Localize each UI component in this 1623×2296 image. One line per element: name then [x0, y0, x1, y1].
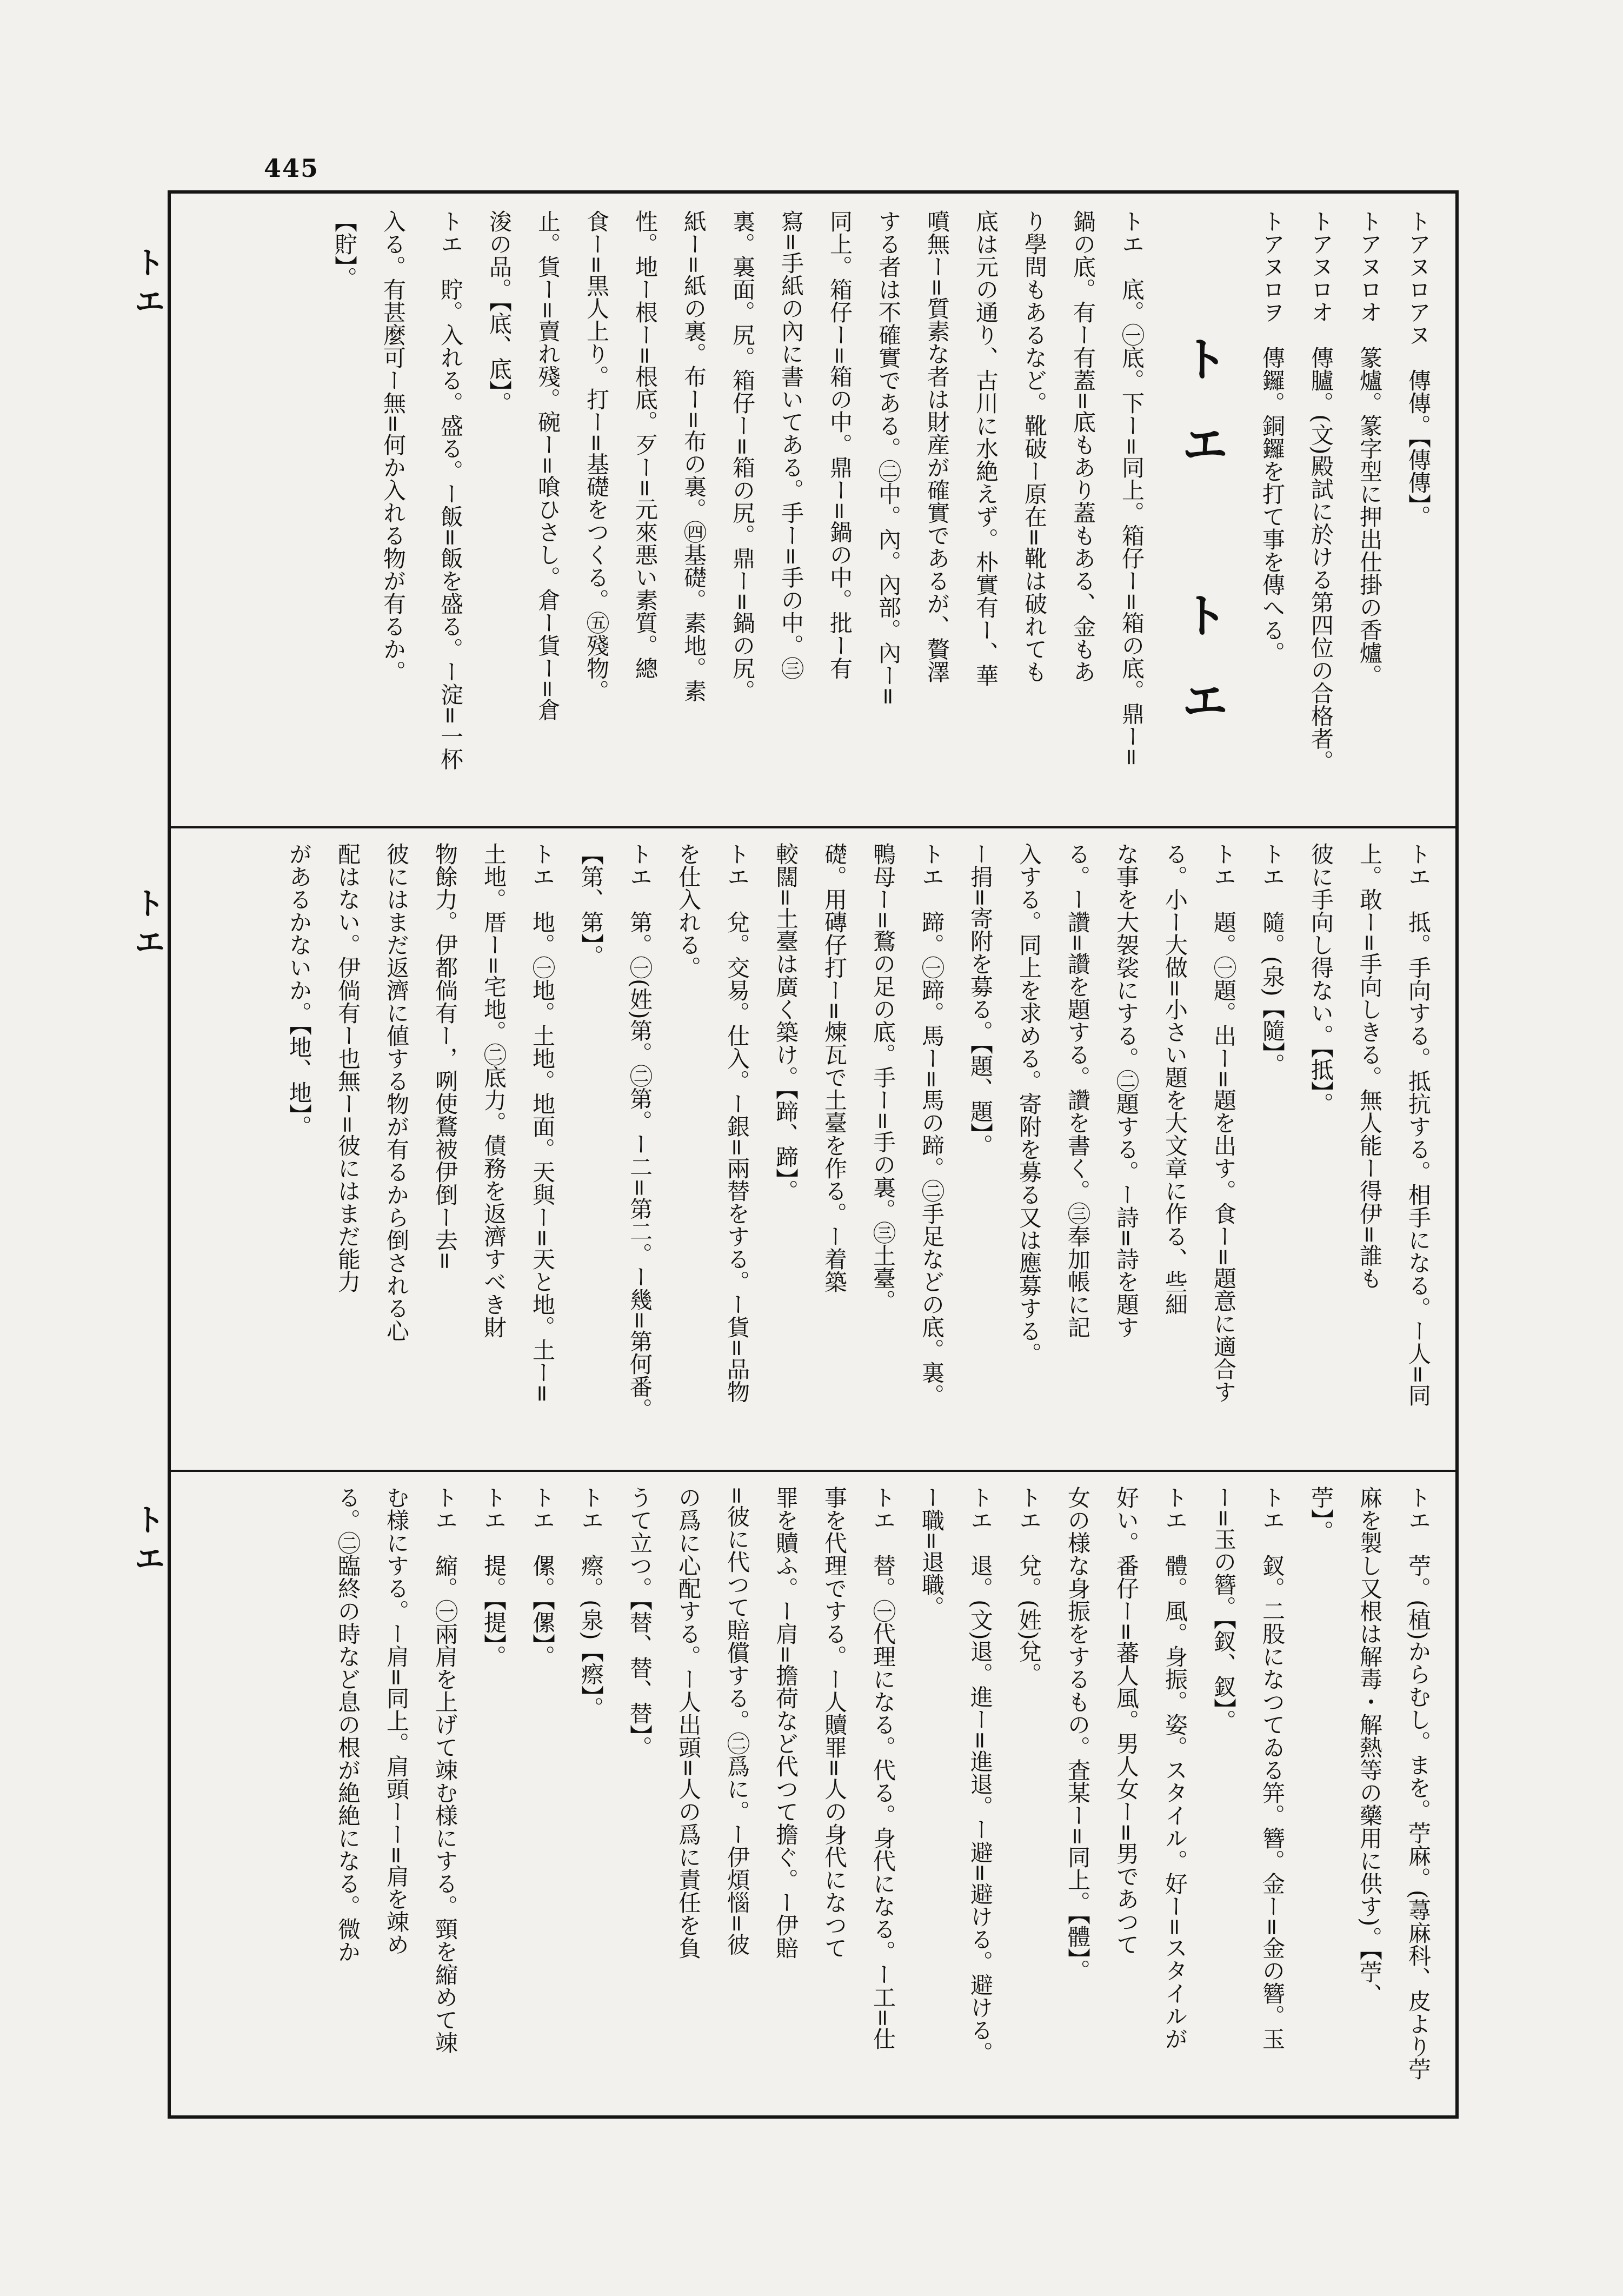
dictionary-line: を仕入れる。: [675, 842, 702, 979]
dictionary-line: トエ 兌。交易。仕入。ー銀=兩替をする。ー貨=品物: [724, 842, 750, 1403]
dictionary-line: 女の様な身振をするもの。査某ー=同上。【體】。: [1065, 1486, 1091, 1982]
margin-head-top: トエ: [129, 246, 165, 324]
dictionary-line: 罪を贖ふ。ー肩=擔荷など代つて擔ぐ。ー伊賠: [773, 1486, 799, 1960]
dictionary-line: トエ 瘵。(泉)【瘵】。: [578, 1486, 604, 1720]
dictionary-line: トエ 釵。二股になつてゐる笄。簪。金ー=金の簪。玉: [1259, 1486, 1286, 2051]
section-title: トエ トエ: [1174, 334, 1230, 761]
dictionary-line: の爲に心配する。ー人出頭=人の爲に責任を負: [675, 1486, 702, 1960]
tier-middle: [189, 842, 1437, 1454]
dictionary-line: り學問もあるなど。靴破ー原在=靴は破れても: [1021, 210, 1048, 684]
dictionary-line: る。ー讚=讚を題する。讚を書く。㊂奉加帳に記: [1065, 842, 1091, 1339]
dictionary-line: トエ 抵。手向する。抵抗する。相手になる。ー人=同: [1405, 842, 1432, 1407]
dictionary-page-frame: [168, 190, 1459, 2119]
dictionary-line: 噴無ー=質素な者は財産が確實であるが、贅澤: [924, 210, 950, 684]
dictionary-line: 鍋の底。有ー有蓋=底もあり蓋もある、金もあ: [1070, 210, 1096, 684]
dictionary-line: トエ 隨。(泉)【隨】。: [1259, 842, 1286, 1076]
dictionary-line: 同上。箱仔ー=箱の中。鼎ー=鍋の中。批ー有: [827, 210, 853, 680]
dictionary-line: トエ 苧。(植)からむし。まを。苧麻。(蕁麻科、皮より苧: [1405, 1486, 1432, 2081]
dictionary-line: トアヌロオ 傳臚。(文)殿試に於ける第四位の合格者。: [1308, 210, 1334, 773]
dictionary-line: 底は元の通り、古川に水絶えず。朴實有ー、華: [973, 210, 999, 687]
dictionary-line: トエ 退。(文)退。進ー=進退。ー避=避ける。避ける。: [967, 1486, 994, 2065]
dictionary-line: があるかないか。【地、地】。: [286, 842, 312, 1138]
dictionary-line: トアヌロヲ 傳鑼。銅鑼を打て事を傳へる。: [1259, 210, 1286, 664]
dictionary-line: 配はない。伊倘有ー也無ー=彼にはまだ能力: [335, 842, 361, 1293]
dictionary-line: 紙ー=紙の裏。布ー=布の裏。㊃基礎。素地。素: [681, 210, 707, 702]
dictionary-line: ー捐=寄附を募る。【題、題】。: [967, 842, 994, 1157]
tier-top: [189, 210, 1437, 810]
dictionary-line: 寫=手紙の內に書いてある。手ー=手の中。㊂: [778, 210, 804, 680]
margin-head-middle: トエ: [129, 887, 165, 965]
dictionary-line: トアヌロオ 篆爐。篆字型に押出仕掛の香爐。: [1356, 210, 1383, 687]
dictionary-line: トエ 提。【提】。: [481, 1486, 507, 1668]
dictionary-line: 上。敢ー=手向しきる。無人能ー得伊=誰も: [1356, 842, 1383, 1290]
dictionary-line: 止。貨ー=賣れ殘。碗ー=喰ひさし。倉ー貨ー=倉: [535, 210, 561, 721]
dictionary-line: トエ 地。㊀地。土地。地面。天與ー=天と地。土ー=: [529, 842, 556, 1403]
dictionary-line: 較闊=土臺は廣く築け。【蹄、蹄】。: [773, 842, 799, 1203]
dictionary-line: 【貯】。: [331, 210, 358, 289]
dictionary-line: る。小ー大做=小さい題を大文章に作る、些細: [1162, 842, 1188, 1316]
dictionary-line: トエ 縮。㊀兩肩を上げて竦む様にする。頸を縮めて竦: [432, 1486, 458, 2054]
dictionary-line: トエ 替。㊀代理になる。代る。身代になる。ー工=仕: [870, 1486, 896, 2051]
dictionary-line: 裏。裏面。尻。箱仔ー=箱の尻。鼎ー=鍋の尻。: [729, 210, 756, 702]
dictionary-line: トエ 體。風。身振。姿。スタイル。好ー=スタイルが: [1162, 1486, 1188, 2051]
dictionary-line: =彼に代つて賠償する。㊁爲に。ー伊煩惱=彼: [724, 1486, 750, 1956]
dictionary-line: トエ 題。㊀題。出ー=題を出す。食ー=題意に適合す: [1210, 842, 1237, 1403]
dictionary-line: 麻を製し又根は解毒・解熱等の藥用に供す)。【苧、: [1356, 1486, 1383, 2006]
dictionary-line: トエ 兌。(姓)兌。: [1016, 1486, 1042, 1685]
dictionary-line: 彼に手向し得ない。【抵】。: [1308, 842, 1334, 1115]
tier-divider: [171, 826, 1455, 828]
dictionary-line: 入る。有甚麼可ー無=何か入れる物が有るか。: [380, 210, 407, 684]
dictionary-line: る。㊁臨終の時など息の根が絶絶になる。微か: [335, 1486, 361, 1963]
page-number: 445: [264, 154, 320, 183]
dictionary-line: トエ 第。㊀(姓)第。㊁第。ー二=第二。ー幾=第何番。: [627, 842, 653, 1421]
dictionary-line: 苧】。: [1308, 1486, 1334, 1543]
dictionary-line: な事を大袈裟にする。㊁題する。ー詩=詩を題す: [1113, 842, 1140, 1339]
dictionary-line: トエ 貯。入れる。盛る。ー飯=飯を盛る。ー淀=一杯: [437, 210, 464, 771]
dictionary-line: する者は不確實である。㊁中。內。內部。內ー=: [875, 210, 902, 706]
dictionary-line: む様にする。ー肩=同上。肩頭ーー=肩を竦め: [383, 1486, 410, 1956]
dictionary-line: うて立つ。【替、替、替】。: [627, 1486, 653, 1759]
dictionary-line: 物餘力。伊都倘有ー，咧使鶩被伊倒ー去=: [432, 842, 458, 1271]
dictionary-line: 性。地ー根ー=根底。歹ー=元來悪い素質。總: [632, 210, 658, 680]
dictionary-line: 彼にはまだ返濟に値する物が有るから倒される心: [383, 842, 410, 1342]
dictionary-line: ー職=退職。: [919, 1486, 945, 1619]
dictionary-line: ー=玉の簪。【釵、釵】。: [1210, 1486, 1237, 1733]
dictionary-line: 鴨母ー=鶩の足の底。手ー=手の裏。㊂土臺。: [870, 842, 896, 1312]
tier-divider: [171, 1470, 1455, 1472]
dictionary-line: 入する。同上を求める。寄附を募る又は應募する。: [1016, 842, 1042, 1365]
dictionary-line: トエ 底。㊀底。下ー=同上。箱仔ー=箱の底。鼎ー=: [1119, 210, 1145, 767]
dictionary-line: 事を代理でする。ー人贖罪=人の身代になつて: [821, 1486, 848, 1960]
dictionary-line: トアヌロアヌ 傳傳。【傳傳】。: [1405, 210, 1432, 528]
tier-bottom: [189, 1486, 1437, 2102]
dictionary-line: 【第、第】。: [578, 842, 604, 967]
dictionary-line: 食ー=黒人上り。打ー=基礎をつくる。㊄殘物。: [583, 210, 610, 702]
dictionary-line: 浚の品。【底、底】。: [486, 210, 513, 414]
dictionary-line: 土地。厝ー=宅地。㊁底力。債務を返濟すべき財: [481, 842, 507, 1339]
dictionary-line: トエ 傫。【傫】。: [529, 1486, 556, 1668]
dictionary-line: 礎。用磚仔打ー=煉瓦で土臺を作る。ー着築: [821, 842, 848, 1293]
dictionary-line: 好い。番仔ー=蕃人風。男人女ー=男であつて: [1113, 1486, 1140, 1956]
margin-head-bottom: トエ: [129, 1503, 165, 1581]
dictionary-line: トエ 蹄。㊀蹄。馬ー=馬の蹄。㊁手足などの底。裏。: [919, 842, 945, 1407]
